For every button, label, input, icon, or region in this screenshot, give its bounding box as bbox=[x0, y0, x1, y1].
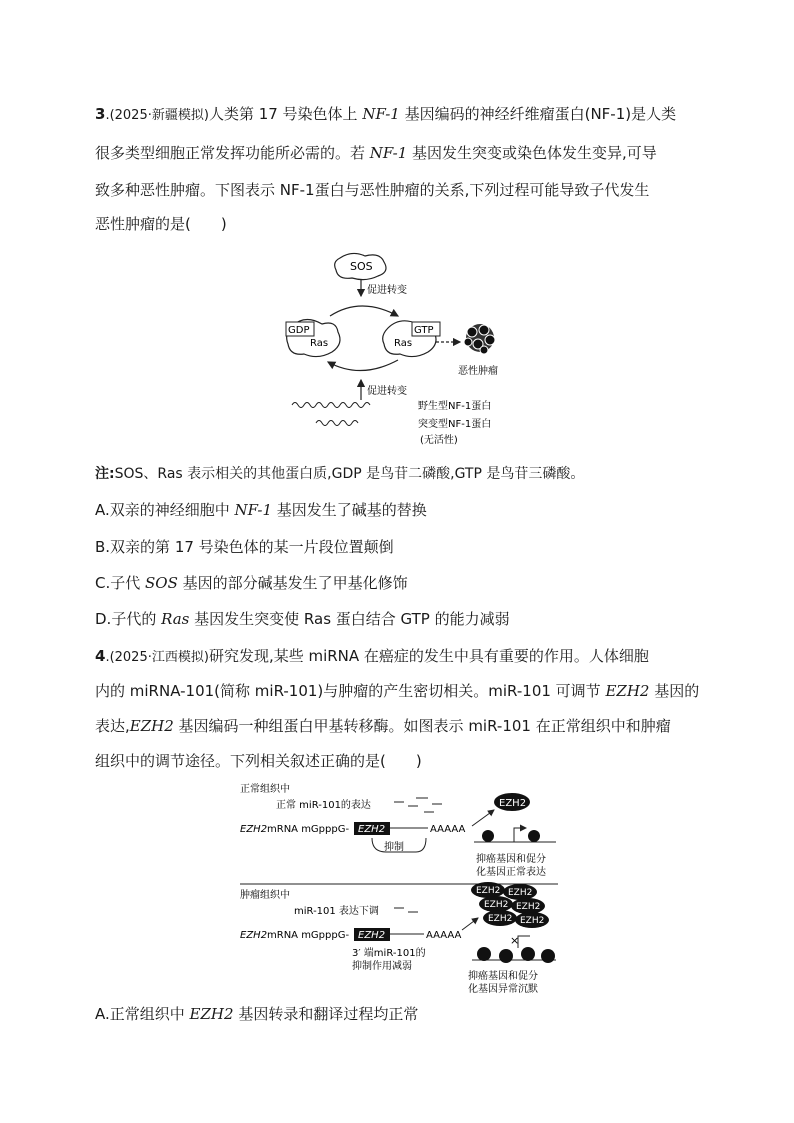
note-text: SOS、Ras 表示相关的其他蛋白质,GDP 是鸟苷二磷酸,GTP 是鸟苷三磷酸。 bbox=[114, 466, 585, 482]
gene-name: EZH2 bbox=[189, 1005, 234, 1023]
q3-text: 人类第 17 号染色体上 bbox=[208, 105, 363, 123]
option-text: A.双亲的神经细胞中 bbox=[95, 501, 235, 519]
sos-label: SOS bbox=[350, 260, 373, 273]
weak-label-2: 抑制作用减弱 bbox=[352, 961, 412, 972]
q3-note bbox=[95, 464, 584, 484]
ezh2-label: EZH2 bbox=[520, 916, 545, 926]
ezh2-protein-label-normal: EZH2 bbox=[499, 798, 527, 809]
tumor-icon bbox=[464, 324, 495, 354]
q3-option-a[interactable] bbox=[95, 500, 427, 520]
tumor-result-2: 化基因异常沉默 bbox=[468, 984, 538, 995]
q3-text: 基因发生突变或染色体发生变异,可导 bbox=[407, 144, 657, 162]
bottom-cycle-arrow bbox=[328, 360, 398, 371]
q4-source: .(2025·江西模拟) bbox=[105, 650, 209, 665]
mirna-fragments-tumor bbox=[394, 908, 418, 912]
polya-normal: AAAAA bbox=[430, 824, 466, 835]
ezh2-label: EZH2 bbox=[476, 886, 501, 896]
blocked-transcription bbox=[518, 936, 530, 948]
overexpress-arrow bbox=[462, 918, 478, 930]
option-text: 基因转录和翻译过程均正常 bbox=[233, 1005, 419, 1023]
wild-type-label: 野生型NF-1蛋白 bbox=[418, 401, 492, 412]
ezh2-label: EZH2 bbox=[484, 900, 509, 910]
mutant-label: 突变型NF-1蛋白 bbox=[418, 419, 492, 430]
gene-name: NF-1 bbox=[369, 144, 408, 162]
mrna-gene-tumor: EZH2 bbox=[240, 930, 268, 941]
option-text: D.子代的 bbox=[95, 610, 162, 628]
nucleosome bbox=[482, 830, 494, 842]
q3-number: 3 bbox=[95, 105, 106, 123]
ezh2-label: EZH2 bbox=[516, 902, 541, 912]
q4-text: 表达, bbox=[95, 717, 130, 735]
nucleosome bbox=[499, 949, 513, 963]
block-mark: × bbox=[510, 934, 520, 947]
nucleosome bbox=[477, 947, 491, 961]
mrna-gene-normal: EZH2 bbox=[240, 824, 268, 835]
q3-option-c[interactable] bbox=[95, 573, 408, 593]
gene-name: EZH2 bbox=[605, 682, 650, 700]
weak-label-1: 3′ 端miR-101的 bbox=[352, 948, 426, 959]
mirna-fragments-normal bbox=[394, 798, 442, 812]
q4-line-1 bbox=[95, 646, 649, 668]
q4-text: 内的 miRNA-101(简称 miR-101)与肿瘤的产生密切相关。miR-101 可调节 bbox=[95, 682, 606, 700]
q3-text: 很多类型细胞正常发挥功能所必需的。若 bbox=[95, 144, 370, 162]
tumor-title: 肿瘤组织中 bbox=[240, 890, 290, 901]
inhibit-label: 抑制 bbox=[384, 842, 404, 853]
q3-option-b[interactable]: B.双亲的第 17 号染色体的某一片段位置颠倒 bbox=[95, 538, 394, 556]
gene-name: NF-1 bbox=[234, 501, 273, 519]
q4-text: 研究发现,某些 miRNA 在癌症的发生中具有重要的作用。人体细胞 bbox=[208, 647, 649, 665]
gene-name: EZH2 bbox=[129, 717, 174, 735]
q3-line-4: 恶性肿瘤的是( ) bbox=[95, 215, 227, 233]
option-text: 基因发生突变使 Ras 蛋白结合 GTP 的能力减弱 bbox=[189, 610, 510, 628]
q4-text: 基因编码一种组蛋白甲基转移酶。如图表示 miR-101 在正常组织中和肿瘤 bbox=[173, 717, 671, 735]
polya-tumor: AAAAA bbox=[426, 930, 462, 941]
q4-line-3 bbox=[95, 716, 671, 736]
ezh2-label: EZH2 bbox=[508, 888, 533, 898]
ezh2-label: EZH2 bbox=[488, 914, 513, 924]
mrna-label-normal: mRNA mGpppG- bbox=[267, 824, 350, 835]
q3-line-1 bbox=[95, 104, 676, 126]
ras-right-label: Ras bbox=[394, 338, 413, 349]
promote-label-bottom: 促进转变 bbox=[367, 386, 407, 397]
option-text: A.正常组织中 bbox=[95, 1005, 190, 1023]
transcription-arrow bbox=[514, 828, 526, 842]
option-text: 基因发生了碱基的替换 bbox=[272, 501, 427, 519]
normal-expr: 正常 miR-101的表达 bbox=[276, 800, 371, 811]
q3-text: 基因编码的神经纤维瘤蛋白(NF-1)是人类 bbox=[399, 105, 677, 123]
mir101-figure bbox=[236, 780, 566, 1000]
promote-label-top: 促进转变 bbox=[367, 285, 407, 296]
mrna-label-tumor: mRNA mGpppG- bbox=[267, 930, 350, 941]
gene-name: Ras bbox=[161, 610, 190, 628]
ezh2-box-label-normal: EZH2 bbox=[358, 824, 386, 835]
q4-line-2 bbox=[95, 681, 699, 701]
nucleosome bbox=[528, 830, 540, 842]
option-text: C.子代 bbox=[95, 574, 146, 592]
translate-arrow bbox=[472, 810, 494, 826]
normal-result-2: 化基因正常表达 bbox=[476, 867, 546, 878]
q4-option-a[interactable] bbox=[95, 1004, 418, 1024]
q3-option-d[interactable] bbox=[95, 609, 510, 629]
tumor-expr: miR-101 表达下调 bbox=[294, 906, 379, 917]
tumor-label: 恶性肿瘤 bbox=[458, 366, 498, 377]
gdp-label: GDP bbox=[288, 325, 310, 336]
inactive-label: (无活性) bbox=[420, 435, 458, 446]
mutant-coil bbox=[316, 421, 358, 426]
q4-number: 4 bbox=[95, 647, 106, 665]
ras-pathway-figure bbox=[270, 248, 530, 453]
q3-line-3: 致多种恶性肿瘤。下图表示 NF-1蛋白与恶性肿瘤的关系,下列过程可能导致子代发生 bbox=[95, 181, 650, 199]
tumor-result-1: 抑癌基因和促分 bbox=[468, 971, 538, 982]
ras-left-label: Ras bbox=[310, 338, 329, 349]
option-text: 基因的部分碱基发生了甲基化修饰 bbox=[177, 574, 408, 592]
q3-line-2 bbox=[95, 143, 657, 163]
note-label: 注: bbox=[95, 466, 115, 482]
gtp-label: GTP bbox=[414, 325, 434, 336]
q4-line-4: 组织中的调节途径。下列相关叙述正确的是( ) bbox=[95, 752, 422, 770]
gene-name: NF-1 bbox=[362, 105, 400, 123]
nucleosome bbox=[521, 947, 535, 961]
wild-type-coil bbox=[292, 403, 370, 408]
q4-text: 基因的 bbox=[649, 682, 700, 700]
normal-result-1: 抑癌基因和促分 bbox=[476, 854, 546, 865]
normal-title: 正常组织中 bbox=[240, 784, 290, 795]
nucleosome bbox=[541, 949, 555, 963]
q3-source: .(2025·新疆模拟) bbox=[105, 108, 209, 123]
top-cycle-arrow bbox=[330, 306, 398, 316]
gene-name: SOS bbox=[145, 574, 178, 592]
ezh2-box-label-tumor: EZH2 bbox=[358, 930, 386, 941]
